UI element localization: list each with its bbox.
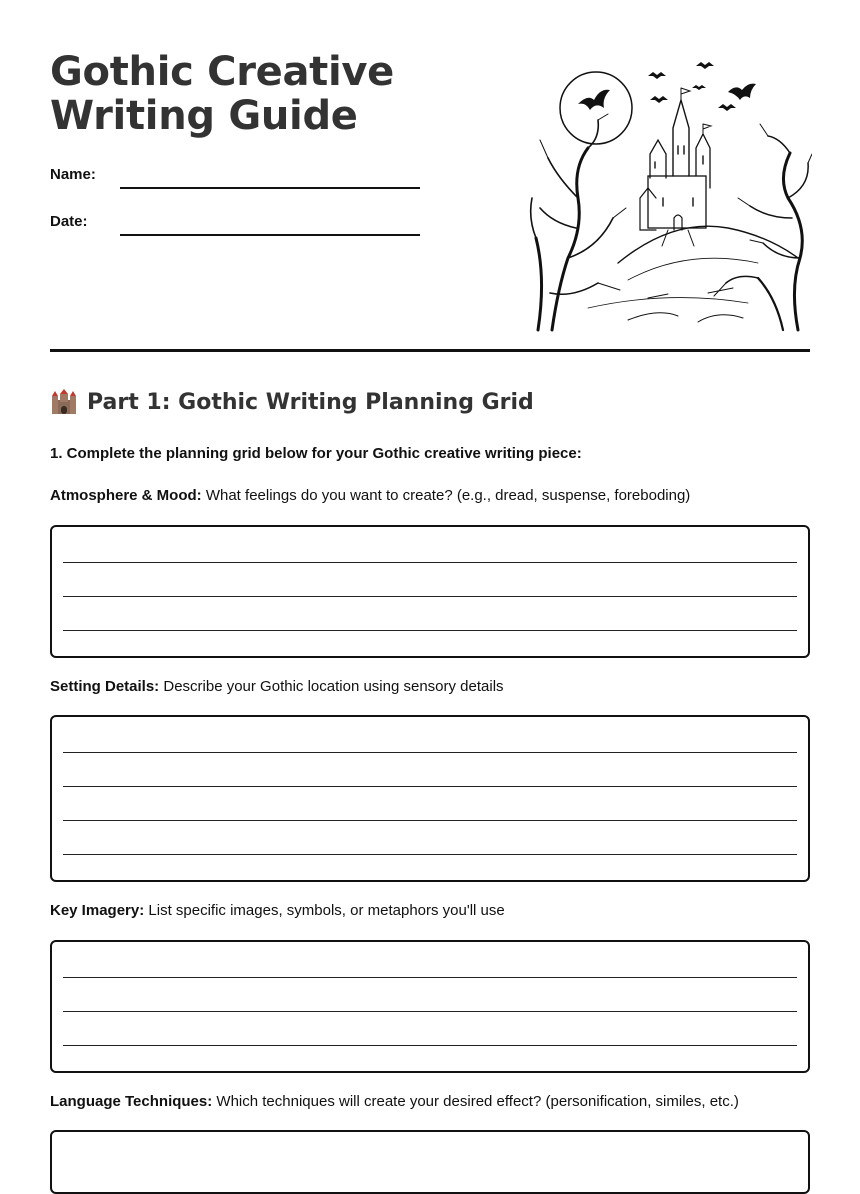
language-prompt (50, 1093, 739, 1110)
imagery-prompt (50, 902, 505, 919)
atmosphere-answer-box[interactable] (50, 525, 810, 658)
atmosphere-prompt (50, 487, 690, 504)
writing-line (63, 596, 797, 597)
date-line (120, 234, 420, 236)
imagery-answer-box[interactable] (50, 940, 810, 1073)
writing-line (63, 854, 797, 855)
worksheet-title: Gothic Creative Writing Guide (50, 49, 394, 139)
atmosphere-text: What feelings do you want to create? (e.g., dread, suspense, foreboding) (205, 487, 691, 504)
part1-heading (50, 388, 534, 416)
question-1: 1. Complete the planning grid below for your Gothic creative writing piece: (50, 445, 582, 462)
imagery-text: List specific images, symbols, or metaphors you'll use (148, 902, 505, 919)
part1-heading-text: Part 1: Gothic Writing Planning Grid (87, 389, 534, 415)
writing-line (63, 1011, 797, 1012)
writing-line (63, 630, 797, 631)
castle-icon (50, 388, 78, 416)
setting-prompt (50, 678, 504, 695)
name-line (120, 187, 420, 189)
writing-line (63, 820, 797, 821)
date-label: Date: (50, 213, 88, 230)
writing-line (63, 752, 797, 753)
setting-answer-box[interactable] (50, 715, 810, 882)
writing-line (63, 977, 797, 978)
header-divider (50, 349, 810, 352)
writing-line (63, 1045, 797, 1046)
setting-text: Describe your Gothic location using sensory details (163, 678, 504, 695)
writing-line (63, 786, 797, 787)
atmosphere-label: Atmosphere & Mood: (50, 487, 202, 504)
writing-line (63, 562, 797, 563)
language-text: Which techniques will create your desired effect? (personification, similes, etc.) (216, 1093, 739, 1110)
language-label: Language Techniques: (50, 1093, 213, 1110)
imagery-label: Key Imagery: (50, 902, 145, 919)
gothic-castle-illustration (528, 58, 812, 332)
language-answer-box[interactable] (50, 1130, 810, 1194)
setting-label: Setting Details: (50, 678, 160, 695)
name-label: Name: (50, 166, 96, 183)
